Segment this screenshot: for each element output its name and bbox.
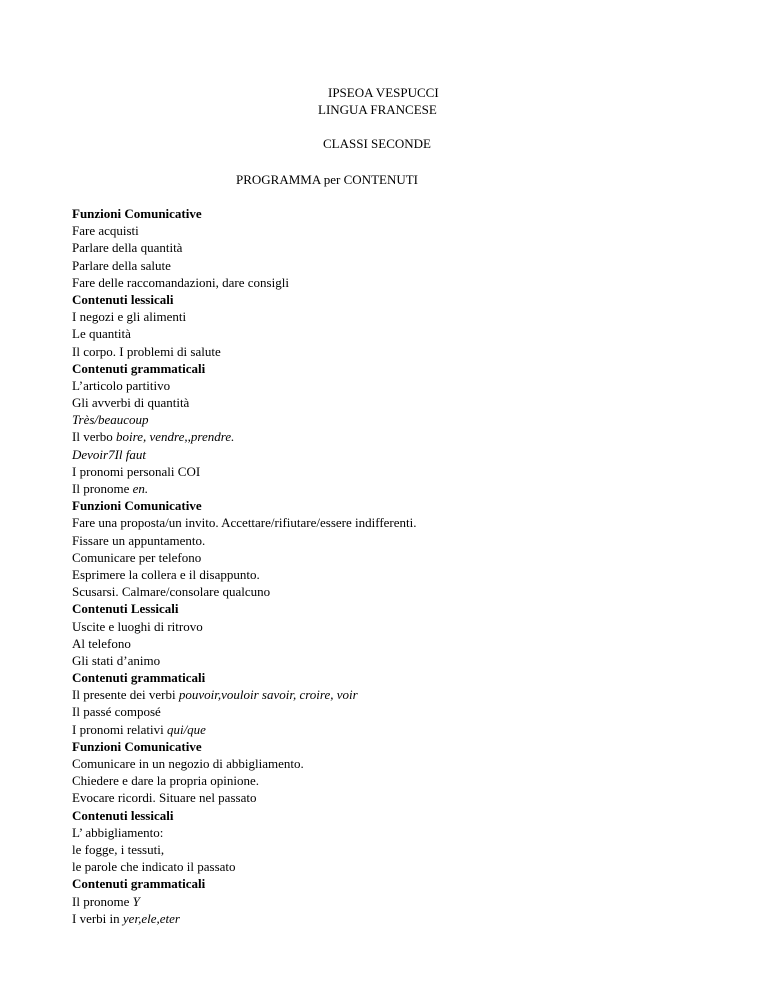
content-line <box>72 635 712 652</box>
section-heading <box>72 205 712 222</box>
italic-text: yer,ele,eter <box>122 910 180 926</box>
section-heading <box>72 807 712 824</box>
text-segment: I verbi in <box>72 910 123 926</box>
text-segment: Fare acquisti <box>72 223 139 239</box>
text-segment: Gli avverbi di quantità <box>72 395 190 411</box>
section-heading <box>72 875 712 892</box>
text-segment: I pronomi personali COI <box>72 463 201 479</box>
content-line <box>72 463 712 480</box>
text-segment: Il presente dei verbi <box>72 687 179 703</box>
content-line <box>72 755 712 772</box>
content-line <box>72 618 712 635</box>
content-line <box>72 893 712 910</box>
content-line <box>72 274 712 291</box>
bold-text: Funzioni Comunicative <box>72 498 202 514</box>
content-line <box>72 549 712 566</box>
italic-text: Très/beaucoup <box>72 412 149 428</box>
content-line <box>72 343 712 360</box>
section-heading <box>72 738 712 755</box>
classes-title: CLASSI SECONDE <box>323 136 431 151</box>
school-name: IPSEOA VESPUCCI <box>328 85 439 100</box>
text-segment: le parole che indicato il passato <box>72 859 236 875</box>
bold-text: Contenuti grammaticali <box>72 876 206 892</box>
content-line <box>72 308 712 325</box>
text-segment: I pronomi relativi <box>72 721 167 737</box>
content-line <box>72 772 712 789</box>
content-line <box>72 686 712 703</box>
content-line <box>72 652 712 669</box>
content-line <box>72 841 712 858</box>
text-segment: Fissare un appuntamento. <box>72 532 206 548</box>
content-line <box>72 532 712 549</box>
section-heading <box>72 291 712 308</box>
content-line <box>72 824 712 841</box>
text-segment: Le quantità <box>72 326 131 342</box>
bold-text: Contenuti lessicali <box>72 807 174 823</box>
italic-text: qui/que <box>166 721 206 737</box>
text-segment: Al telefono <box>72 635 131 651</box>
bold-text: Contenuti grammaticali <box>72 360 206 376</box>
text-segment: I negozi e gli alimenti <box>72 309 187 325</box>
content-line <box>72 789 712 806</box>
content-line <box>72 394 712 411</box>
bold-text: Funzioni Comunicative <box>72 738 202 754</box>
subject-title: LINGUA FRANCESE <box>318 102 437 117</box>
bold-text: Contenuti Lessicali <box>72 601 179 617</box>
italic-text: en. <box>132 481 149 496</box>
text-segment: Fare delle raccomandazioni, dare consigli <box>72 274 289 290</box>
content-line <box>72 858 712 875</box>
text-segment: Esprimere la collera e il disappunto. <box>72 566 260 582</box>
text-segment: Evocare ricordi. Situare nel passato <box>72 790 257 806</box>
text-segment: Il pronome <box>72 893 133 909</box>
bold-text: Contenuti lessicali <box>72 291 174 307</box>
content-line <box>72 377 712 394</box>
bold-text: Contenuti grammaticali <box>72 670 206 686</box>
text-segment: Uscite e luoghi di ritrovo <box>72 618 203 634</box>
text-segment: Il passé composé <box>72 704 161 720</box>
content-line <box>72 222 712 239</box>
section-heading <box>72 360 712 377</box>
text-segment: Il verbo <box>72 429 117 445</box>
bold-text: Funzioni Comunicative <box>72 206 202 221</box>
content-line <box>72 480 712 497</box>
text-segment: L’ abbigliamento: <box>72 824 164 840</box>
text-segment: Il pronome <box>72 481 133 496</box>
text-segment: Parlare della salute <box>72 257 171 273</box>
text-segment: Fare una proposta/un invito. Accettare/rifiutare/essere indifferenti. <box>72 515 417 531</box>
section-heading <box>72 669 712 686</box>
content-line <box>72 239 712 256</box>
content-line <box>72 325 712 342</box>
italic-text: Devoir7Il faut <box>72 446 147 462</box>
content-line <box>72 566 712 583</box>
section-heading <box>72 600 712 617</box>
italic-text: pouvoir,vouloir savoir, croire, voir <box>178 687 358 703</box>
content-line <box>72 910 712 927</box>
content-line <box>72 703 712 720</box>
content-line <box>72 446 712 463</box>
text-segment: Chiedere e dare la propria opinione. <box>72 773 259 789</box>
italic-text: Y <box>132 893 140 909</box>
content-line <box>72 257 712 274</box>
text-segment: Gli stati d’animo <box>72 652 161 668</box>
text-segment: le fogge, i tessuti, <box>72 841 165 857</box>
text-segment: Parlare della quantità <box>72 240 183 256</box>
content-line <box>72 411 712 428</box>
program-title: PROGRAMMA per CONTENUTI <box>236 172 418 187</box>
italic-text: boire, vendre,,prendre. <box>116 429 235 445</box>
content-line <box>72 583 712 600</box>
program-content <box>72 205 712 927</box>
content-line <box>72 721 712 738</box>
text-segment: Scusarsi. Calmare/consolare qualcuno <box>72 584 271 600</box>
text-segment: Il corpo. I problemi di salute <box>72 343 221 359</box>
text-segment: L’articolo partitivo <box>72 377 171 393</box>
text-segment: Comunicare per telefono <box>72 549 202 565</box>
content-line <box>72 428 712 445</box>
text-segment: Comunicare in un negozio di abbigliamento. <box>72 756 304 771</box>
content-line <box>72 514 712 531</box>
section-heading <box>72 497 712 514</box>
